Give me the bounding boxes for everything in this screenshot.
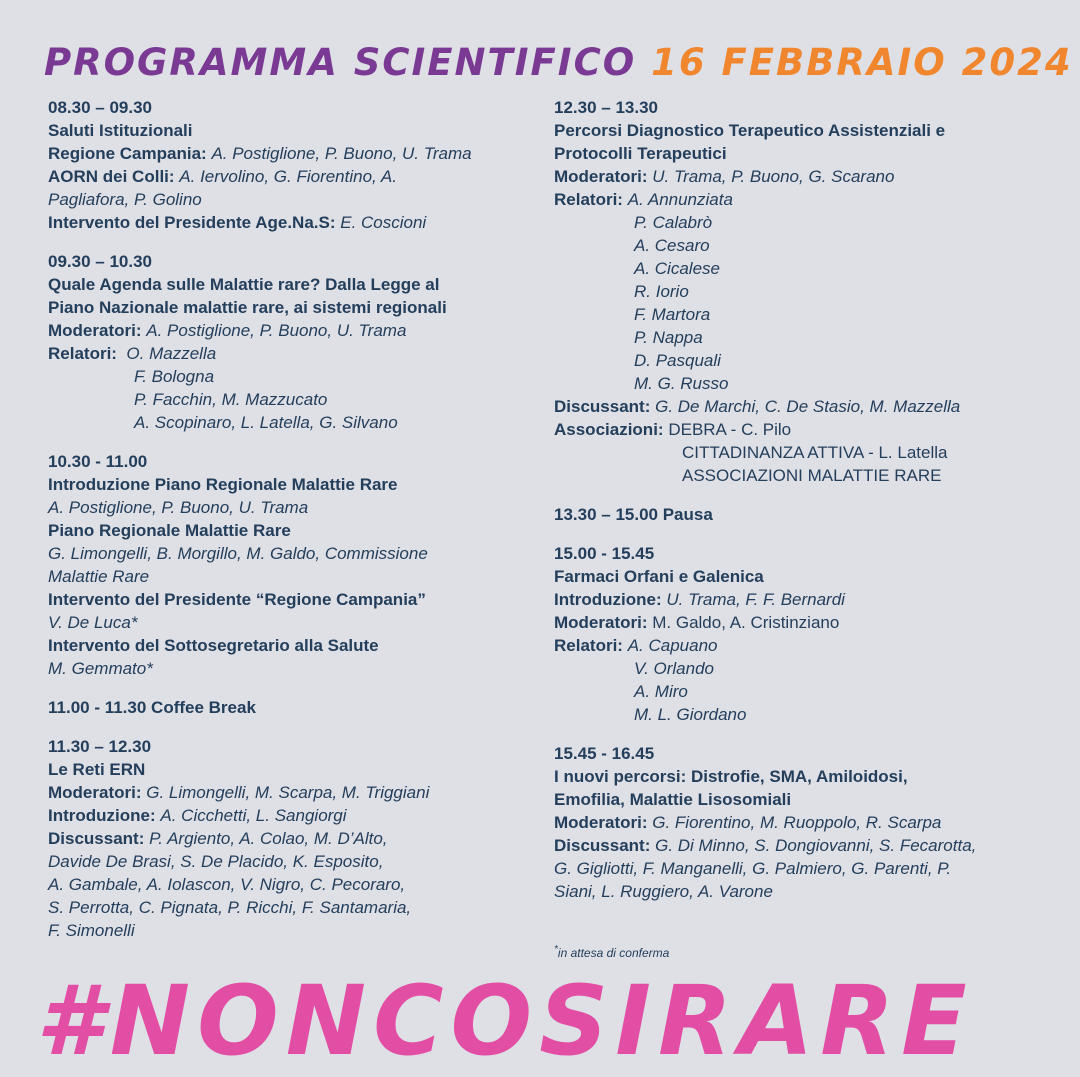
speaker-names: G. Limongelli, M. Scarpa, M. Triggiani — [146, 783, 430, 802]
speaker-names: G. Di Minno, S. Dongiovanni, S. Fecarotta, — [655, 836, 977, 855]
speaker-name: O. Mazzella — [126, 344, 217, 363]
session-title: Intervento del Sottosegretario alla Salute — [48, 636, 379, 655]
role-label: Moderatori: — [48, 783, 142, 802]
speaker-names: G. De Marchi, C. De Stasio, M. Mazzella — [655, 397, 961, 416]
speaker-names: E. Coscioni — [340, 213, 427, 232]
role-label: Intervento del Presidente Age.Na.S: — [48, 213, 336, 232]
speaker-name: F. Martora — [634, 305, 711, 324]
speaker-name: V. Orlando — [634, 659, 715, 678]
role-label: Relatori: — [554, 190, 623, 209]
association-name: DEBRA - C. Pilo — [668, 420, 792, 439]
speaker-name: A. Miro — [634, 682, 688, 701]
speaker-row — [48, 211, 528, 234]
discussants-row — [48, 827, 528, 850]
speaker-names: A. Postiglione, P. Buono, U. Trama — [146, 321, 407, 340]
speaker-name: A. Cesaro — [634, 236, 710, 255]
session-title: Quale Agenda sulle Malattie rare? Dalla Legge al — [48, 275, 440, 294]
speaker-name: A. Capuano — [627, 636, 718, 655]
session-title: Percorsi Diagnostico Terapeutico Assistenziali e — [554, 121, 946, 140]
session-1030 — [48, 450, 528, 680]
speaker-name: M. L. Giordano — [634, 705, 747, 724]
speakers-row — [554, 634, 1054, 657]
session-pausa — [554, 503, 1054, 526]
session-time: 10.30 - 11.00 — [48, 452, 148, 471]
speaker-names: M. Gemmato* — [48, 659, 153, 678]
right-column — [554, 96, 1054, 919]
speaker-name: P. Calabrò — [634, 213, 713, 232]
session-coffee-break — [48, 696, 528, 719]
session-title-cont: Emofilia, Malattie Lisosomiali — [554, 790, 792, 809]
discussants-row — [554, 834, 1054, 857]
session-0930 — [48, 250, 528, 434]
role-label: Moderatori: — [554, 613, 648, 632]
speaker-names: U. Trama, F. F. Bernardi — [666, 590, 845, 609]
speaker-names: A. Cicchetti, L. Sangiorgi — [160, 806, 347, 825]
speaker-name: A. Scopinaro, L. Latella, G. Silvano — [134, 413, 398, 432]
role-label: AORN dei Colli: — [48, 167, 175, 186]
role-label: Discussant: — [48, 829, 145, 848]
moderators-row — [48, 319, 528, 342]
session-1130 — [48, 735, 528, 942]
moderators-row — [554, 811, 1054, 834]
speaker-names: G. Limongelli, B. Morgillo, M. Galdo, Commissione — [48, 544, 428, 563]
session-0830 — [48, 96, 528, 234]
session-title: I nuovi percorsi: Distrofie, SMA, Amiloidosi, — [554, 767, 908, 786]
moderators-row — [48, 781, 528, 804]
session-title: Introduzione Piano Regionale Malattie Rare — [48, 475, 398, 494]
speaker-name: D. Pasquali — [634, 351, 721, 370]
speaker-name: M. G. Russo — [634, 374, 729, 393]
role-label: Regione Campania: — [48, 144, 207, 163]
session-time: 11.30 – 12.30 — [48, 737, 152, 756]
speaker-names: A. Iervolino, G. Fiorentino, A. — [179, 167, 397, 186]
speaker-names-cont: G. Gigliotti, F. Manganelli, G. Palmiero, G. Parenti, P. — [554, 859, 952, 878]
session-title-cont: Piano Nazionale malattie rare, ai sistemi regionali — [48, 298, 447, 317]
role-label: Moderatori: — [554, 813, 648, 832]
footnote — [554, 944, 669, 960]
speaker-names: A. Postiglione, P. Buono, U. Trama — [48, 498, 309, 517]
speaker-names-cont: Malattie Rare — [48, 567, 150, 586]
session-title: Farmaci Orfani e Galenica — [554, 567, 764, 586]
session-1500 — [554, 542, 1054, 726]
session-title-cont: Protocolli Terapeutici — [554, 144, 727, 163]
left-column — [48, 96, 528, 958]
title-date: 16 FEBBRAIO 2024 — [651, 41, 1073, 84]
session-1230 — [554, 96, 1054, 487]
intro-row — [554, 588, 1054, 611]
role-label: Relatori: — [554, 636, 623, 655]
moderators-row — [554, 165, 1054, 188]
speaker-name: A. Cicalese — [634, 259, 720, 278]
speaker-names: A. Postiglione, P. Buono, U. Trama — [211, 144, 472, 163]
role-label: Moderatori: — [554, 167, 648, 186]
hashtag-banner: #NONCOSIRARE — [36, 965, 974, 1077]
speaker-names-cont: S. Perrotta, C. Pignata, P. Ricchi, F. Santamaria, — [48, 898, 412, 917]
associations-row — [554, 418, 1054, 441]
moderators-row — [554, 611, 1054, 634]
session-time: 12.30 – 13.30 — [554, 98, 658, 117]
speaker-names-cont: Siani, L. Ruggiero, A. Varone — [554, 882, 773, 901]
break-line: 11.00 - 11.30 Coffee Break — [48, 698, 256, 717]
speaker-name: R. Iorio — [634, 282, 689, 301]
speakers-row — [554, 188, 1054, 211]
role-label: Introduzione: — [48, 806, 156, 825]
speaker-name: F. Bologna — [134, 367, 215, 386]
speaker-names: P. Argiento, A. Colao, M. D’Alto, — [149, 829, 388, 848]
discussants-row — [554, 395, 1054, 418]
session-time: 08.30 – 09.30 — [48, 98, 152, 117]
role-label: Introduzione: — [554, 590, 662, 609]
footnote-marker: * — [554, 944, 558, 955]
break-line: 13.30 – 15.00 Pausa — [554, 505, 713, 524]
speaker-names: U. Trama, P. Buono, G. Scarano — [652, 167, 895, 186]
speaker-names: G. Fiorentino, M. Ruoppolo, R. Scarpa — [652, 813, 942, 832]
speaker-names: M. Galdo, A. Cristinziano — [652, 613, 840, 632]
session-title: Saluti Istituzionali — [48, 121, 193, 140]
speaker-row — [48, 165, 528, 188]
footnote-text: in attesa di conferma — [557, 946, 670, 960]
association-name: CITTADINANZA ATTIVA - L. Latella — [682, 443, 948, 462]
session-title: Piano Regionale Malattie Rare — [48, 521, 291, 540]
role-label: Associazioni: — [554, 420, 664, 439]
session-title: Le Reti ERN — [48, 760, 146, 779]
speakers-row — [48, 342, 528, 365]
speaker-names-cont: Davide De Brasi, S. De Placido, K. Esposito, — [48, 852, 384, 871]
speaker-names-cont: F. Simonelli — [48, 921, 135, 940]
title-program: PROGRAMMA SCIENTIFICO — [44, 41, 637, 84]
session-title: Intervento del Presidente “Regione Campania” — [48, 590, 426, 609]
speaker-names-cont: A. Gambale, A. Iolascon, V. Nigro, C. Pecoraro, — [48, 875, 406, 894]
speaker-name: A. Annunziata — [627, 190, 733, 209]
role-label: Moderatori: — [48, 321, 142, 340]
role-label: Discussant: — [554, 397, 651, 416]
speaker-names: V. De Luca* — [48, 613, 138, 632]
association-name: ASSOCIAZIONI MALATTIE RARE — [682, 466, 942, 485]
speaker-name: P. Nappa — [634, 328, 703, 347]
role-label: Discussant: — [554, 836, 651, 855]
page-title — [44, 38, 1073, 88]
intro-row — [48, 804, 528, 827]
speaker-name: P. Facchin, M. Mazzucato — [134, 390, 328, 409]
role-label: Relatori: — [48, 344, 117, 363]
session-time: 09.30 – 10.30 — [48, 252, 152, 271]
speaker-row — [48, 142, 528, 165]
speaker-names-cont: Pagliafora, P. Golino — [48, 190, 202, 209]
session-time: 15.00 - 15.45 — [554, 544, 655, 563]
session-time: 15.45 - 16.45 — [554, 744, 655, 763]
session-1545 — [554, 742, 1054, 903]
